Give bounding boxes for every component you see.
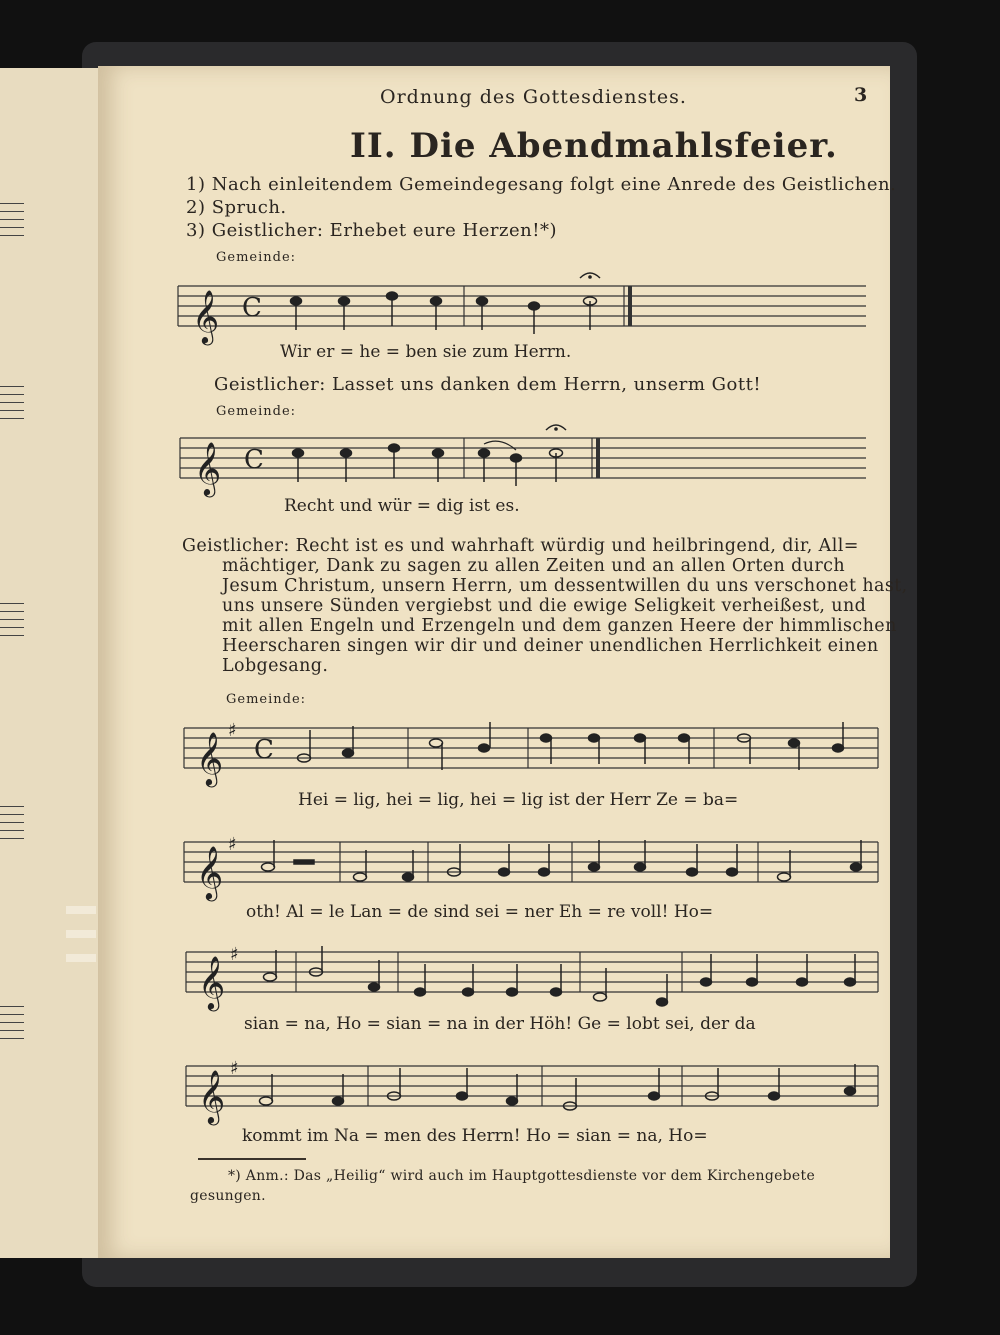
sanctus-staff-4 — [186, 1058, 886, 1123]
lyrics-line: Recht und wür = dig ist es. — [284, 496, 520, 516]
running-head: Ordnung des Gottesdienstes. — [380, 86, 687, 108]
footnote-line: gesungen. — [190, 1188, 266, 1204]
svg-text:♯: ♯ — [228, 720, 237, 741]
spine-stitch — [66, 954, 96, 962]
svg-text:𝄞: 𝄞 — [198, 1069, 226, 1123]
music-staff-1 — [178, 280, 868, 342]
congregation-label: Gemeinde: — [216, 250, 297, 265]
spine-stitch — [66, 930, 96, 938]
lyrics-line: Wir er = he = ben sie zum Herrn. — [280, 342, 572, 362]
sanctus-staff-1 — [184, 720, 884, 785]
preface-line: Heerscharen singen wir dir und deiner unendlichen Herrlichkeit einen — [222, 636, 879, 656]
svg-text:𝄞: 𝄞 — [198, 955, 226, 1009]
sanctus-lyrics: kommt im Na = men des Herrn! Ho = sian = na, Ho= — [242, 1126, 708, 1146]
left-page-staff — [0, 203, 24, 243]
preface-line: Jesum Christum, unsern Herrn, um dessentwillen du uns verschonet hast, — [222, 576, 908, 596]
svg-text:♯: ♯ — [230, 1058, 239, 1079]
left-page-staff — [0, 806, 24, 846]
left-page-staff — [0, 386, 24, 426]
svg-text:♯: ♯ — [228, 834, 237, 855]
preface-line: uns unsere Sünden vergiebst und die ewige Seligkeit verheißest, und — [222, 596, 867, 616]
preface-line: mit allen Engeln und Erzengeln und dem ganzen Heere der himmlischen — [222, 616, 897, 636]
order-item-1: 1) Nach einleitendem Gemeindegesang folgt eine Anrede des Geistlichen. — [186, 174, 897, 195]
sanctus-staff-2 — [184, 834, 884, 899]
svg-text:♯: ♯ — [230, 944, 239, 965]
svg-text:𝄞: 𝄞 — [196, 731, 224, 785]
versicle: Geistlicher: Lasset uns danken dem Herrn, unserm Gott! — [214, 374, 762, 395]
section-title: II. Die Abendmahlsfeier. — [350, 126, 838, 166]
sanctus-lyrics: oth! Al = le Lan = de sind sei = ner Eh = re voll! Ho= — [246, 902, 714, 922]
preface-line: Geistlicher: Recht ist es und wahrhaft würdig und heilbringend, dir, All= — [182, 536, 859, 556]
preface-line: mächtiger, Dank zu sagen zu allen Zeiten und an allen Orten durch — [222, 556, 846, 576]
preface-line: Lobgesang. — [222, 656, 329, 676]
left-page-staff — [0, 1006, 24, 1046]
svg-text:𝄞: 𝄞 — [192, 289, 220, 343]
left-page-edge — [0, 68, 106, 1258]
sanctus-lyrics: sian = na, Ho = sian = na in der Höh! Ge = lobt sei, der da — [244, 1014, 756, 1034]
congregation-label: Gemeinde: — [216, 404, 297, 419]
sanctus-lyrics: Hei = lig, hei = lig, hei = lig ist der Herr Ze = ba= — [298, 790, 739, 810]
svg-text:𝄞: 𝄞 — [194, 441, 222, 495]
svg-text:𝄞: 𝄞 — [196, 845, 224, 899]
left-page-staff — [0, 603, 24, 643]
sanctus-staff-3 — [186, 944, 886, 1009]
footnote-rule — [198, 1158, 306, 1160]
music-staff-2 — [180, 432, 870, 494]
svg-text:C: C — [254, 735, 274, 765]
order-item-3: 3) Geistlicher: Erhebet eure Herzen!*) — [186, 220, 557, 241]
spine-stitch — [66, 906, 96, 914]
congregation-label: Gemeinde: — [226, 692, 307, 707]
book-page — [98, 66, 908, 1258]
svg-text:C: C — [242, 293, 262, 323]
footnote-line: *) Anm.: Das „Heilig“ wird auch im Hauptgottesdienste vor dem Kirchengebete — [228, 1168, 816, 1184]
order-item-2: 2) Spruch. — [186, 197, 287, 218]
svg-text:C: C — [244, 445, 264, 475]
page-number: 3 — [854, 84, 868, 106]
